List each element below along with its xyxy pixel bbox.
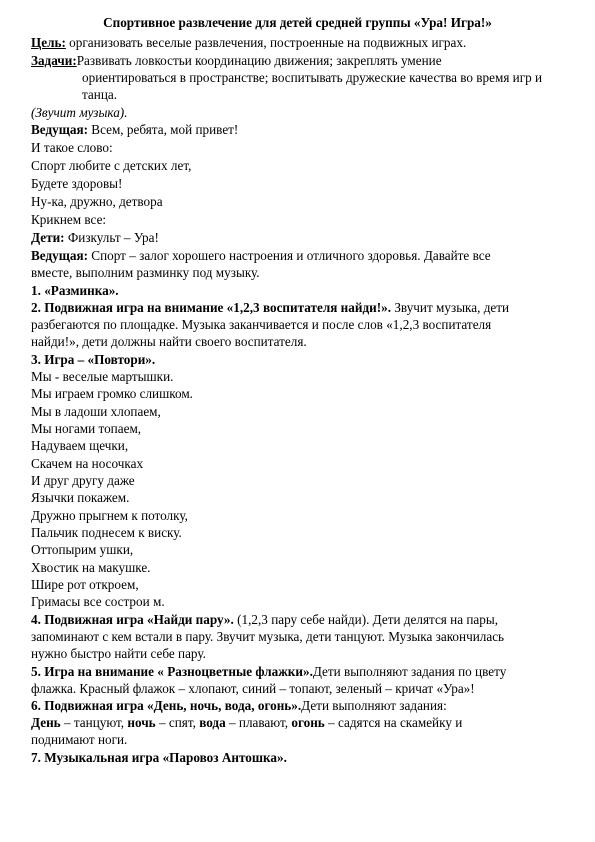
goal-label: Цель: — [31, 35, 66, 50]
greeting-line-4: Будете здоровы! — [31, 176, 123, 191]
item-2-line-2: разбегаются по площадке. Музыка заканчивается и после слов «1,2,3 воспитателя — [31, 317, 492, 332]
goal-text: организовать веселые развлечения, построенные на подвижных играх. — [65, 35, 467, 50]
poem-line: Гримасы все сострои м. — [31, 594, 165, 609]
item-2-line-1 — [31, 299, 509, 316]
poem-line: Пальчик поднесем к виску. — [31, 525, 182, 540]
goal-line — [31, 34, 466, 51]
item-5-line-2: флажка. Красный флажок – хлопают, синий – топают, зеленый – кричат «Ура»! — [31, 681, 475, 696]
item-1-text: 1. «Разминка». — [31, 283, 119, 298]
item-6-text-1: Дети выполняют задания: — [301, 698, 447, 713]
poem-line: Дружно прыгнем к потолку, — [31, 508, 188, 523]
tasks-text-1: Развивать ловкостьи координацию движения; закреплять умение — [76, 53, 442, 68]
item-6-day: День — [31, 715, 61, 730]
item-6-fire-text: – садятся на скамейку и — [324, 715, 463, 730]
document-title: Спортивное развлечение для детей средней группы «Ура! Игра!» — [103, 15, 492, 30]
poem-line: Шире рот откроем, — [31, 577, 139, 592]
item-4-line-1 — [31, 611, 498, 628]
greeting-line-1 — [31, 121, 238, 138]
item-6-night: ночь — [127, 715, 156, 730]
greeting-line-3: Спорт любите с детских лет, — [31, 158, 192, 173]
greeting-line-2: И такое слово: — [31, 140, 113, 155]
item-4-line-3: нужно быстро найти себе пару. — [31, 646, 206, 661]
poem-line: Язычки покажем. — [31, 490, 130, 505]
poem-line: Оттопырим ушки, — [31, 542, 134, 557]
item-3-heading-text: 3. Игра – «Повтори». — [31, 352, 156, 367]
item-6-line-1 — [31, 697, 447, 714]
item-5-heading: 5. Игра на внимание « Разноцветные флажки». — [31, 664, 313, 679]
poem-line: Мы в ладоши хлопаем, — [31, 404, 161, 419]
item-6-line-2 — [31, 714, 462, 731]
item-5-line-1 — [31, 663, 506, 680]
item-2-line-3: найди!», дети должны найти своего воспитателя. — [31, 334, 307, 349]
item-6-day-text: – танцуют, — [60, 715, 128, 730]
greeting-line-5: Ну-ка, дружно, детвора — [31, 194, 163, 209]
greeting-line-6: Крикнем все: — [31, 212, 107, 227]
leader-speech-line-1 — [31, 247, 491, 264]
poem-line: И друг другу даже — [31, 473, 135, 488]
item-3-heading — [31, 351, 155, 368]
item-6-night-text: – спят, — [155, 715, 200, 730]
item-6-heading: 6. Подвижная игра «День, ночь, вода, огонь». — [31, 698, 302, 713]
children-reply-line — [31, 229, 159, 246]
poem-line: Мы - веселые мартышки. — [31, 369, 174, 384]
music-note — [31, 104, 128, 121]
item-6-water-text: – плавают, — [225, 715, 292, 730]
item-6-water: вода — [199, 715, 226, 730]
item-6-fire: огонь — [291, 715, 325, 730]
leader-label: Ведущая: — [31, 122, 88, 137]
tasks-line-1 — [31, 52, 442, 69]
item-2-heading: 2. Подвижная игра на внимание «1,2,3 воспитателя найди!». — [31, 300, 392, 315]
leader-speech-line-2: вместе, выполним разминку под музыку. — [31, 265, 260, 280]
item-4-line-2: запоминают с кем встали в пару. Звучит музыка, дети танцуют. Музыка закончилась — [31, 629, 505, 644]
music-note-text: (Звучит музыка). — [31, 105, 128, 120]
tasks-line-3: танца. — [82, 87, 118, 102]
leader-label-2: Ведущая: — [31, 248, 88, 263]
poem-line: Скачем на носочках — [31, 456, 144, 471]
item-7-heading — [31, 749, 287, 766]
poem-line: Мы играем громко слишком. — [31, 386, 193, 401]
leader-speech-text-1: Спорт – залог хорошего настроения и отличного здоровья. Давайте все — [88, 248, 491, 263]
greeting-text-1: Всем, ребята, мой привет! — [88, 122, 239, 137]
tasks-line-2: ориентироваться в пространстве; воспитывать дружеские качества во время игр и — [82, 70, 543, 85]
poem-line: Надуваем щечки, — [31, 438, 129, 453]
item-7-text: 7. Музыкальная игра «Паровоз Антошка». — [31, 750, 287, 765]
children-reply-text: Физкульт – Ура! — [64, 230, 159, 245]
item-5-text-1: Дети выполняют задания по цвету — [312, 664, 507, 679]
item-4-heading: 4. Подвижная игра «Найди пару». — [31, 612, 234, 627]
poem-line: Хвостик на макушке. — [31, 560, 151, 575]
item-1-heading — [31, 282, 119, 299]
children-label: Дети: — [31, 230, 65, 245]
item-2-text-1: Звучит музыка, дети — [391, 300, 510, 315]
item-4-text-1: (1,2,3 пару себе найди). Дети делятся на пары, — [233, 612, 499, 627]
item-6-line-3: поднимают ноги. — [31, 732, 128, 747]
poem-line: Мы ногами топаем, — [31, 421, 142, 436]
tasks-label: Задачи: — [31, 53, 77, 68]
